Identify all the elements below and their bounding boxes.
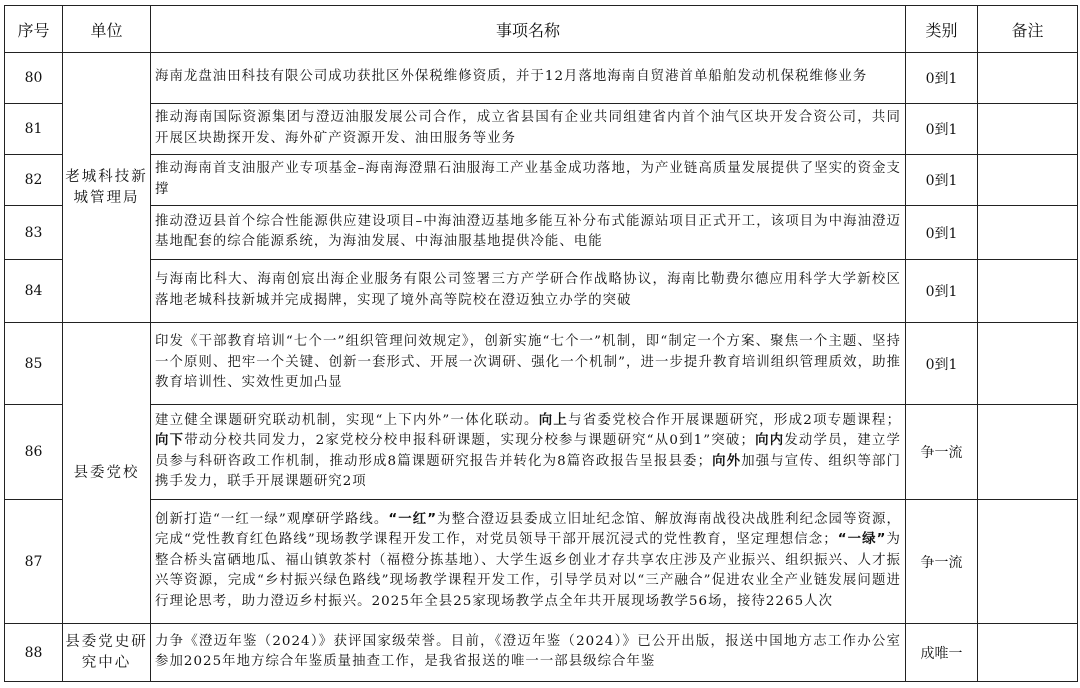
row-index: 80 — [5, 53, 63, 104]
header-unit: 单位 — [63, 6, 151, 53]
row-text: 推动海南国际资源集团与澄迈油服发展公司合作，成立省县国有企业共同组建省内首个油气区块开发合资公司，共同开展区块勘探开发、海外矿产资源开发、油田服务等业务 — [151, 104, 906, 155]
emphasis-text: 向内 — [754, 433, 785, 448]
row-remark — [978, 104, 1078, 155]
text-segment: 建立健全课题研究联动机制，实现“上下内外”一体化联动。 — [155, 412, 539, 428]
row-text: 与海南比科大、海南创宸出海企业服务有限公司签署三方产学研合作战略协议，海南比勒费尔德应用科学大学新校区落地老城科技新城并完成揭牌，实现了境外高等院校在澄迈独立办学的突破 — [151, 260, 906, 323]
row-text: 力争《澄迈年鉴（2024）》获评国家级荣誉。目前，《澄迈年鉴（2024）》已公开出版，报送中国地方志工作办公室参加2025年地方综合年鉴质量抽查工作，是我省报送的唯一一部县级综合年鉴 — [151, 624, 906, 682]
header-remark: 备注 — [978, 6, 1078, 53]
row-category: 0到1 — [906, 323, 978, 405]
text-segment: 为整合澄迈县委成立旧址纪念馆、解放海南战役决战胜利纪念园等资源，完成“党性教育红色路线”现场教学课程开发工作，对党员领导干部开展沉浸式的党性教育，坚定理想信念； — [155, 511, 901, 548]
row-category: 0到1 — [906, 206, 978, 260]
emphasis-text: “一绿” — [837, 532, 887, 548]
table-row — [5, 323, 1078, 405]
row-index: 85 — [5, 323, 63, 405]
row-index: 87 — [5, 500, 63, 624]
row-remark — [978, 155, 1078, 206]
table-row — [5, 206, 1078, 260]
table-row — [5, 104, 1078, 155]
text-segment: 与省委党校合作开展课题研究，形成2项专题课程； — [568, 412, 902, 428]
emphasis-text: 向外 — [712, 453, 742, 469]
table-row — [5, 500, 1078, 624]
text-segment: 发动学员，建立学员参与科研咨政工作机制，推动形成8篇课题研究报告并转化为8篇咨政报告呈报县委； — [155, 433, 901, 469]
row-index: 86 — [5, 405, 63, 500]
emphasis-text: 向上 — [538, 412, 569, 428]
header-category: 类别 — [906, 6, 978, 53]
row-category: 成唯一 — [906, 624, 978, 682]
text-segment: 创新打造“一红一绿”观摩研学路线。 — [155, 511, 389, 527]
row-category: 0到1 — [906, 104, 978, 155]
header-item: 事项名称 — [151, 6, 906, 53]
row-text: 印发《干部教育培训“七个一”组织管理问效规定》，创新实施“七个一”机制，即“制定一个方案、聚焦一个主题、坚持一个原则、把牢一个关键、创新一套形式、开展一次调研、强化一个机制”，进一步提升教育培训组织管理质效，助推教育培训性、实效性更加凸显 — [151, 323, 906, 405]
table-row — [5, 155, 1078, 206]
row-index: 82 — [5, 155, 63, 206]
items-table — [4, 5, 1078, 682]
emphasis-text: “一红” — [388, 511, 438, 527]
document-page — [4, 5, 1078, 682]
row-index: 88 — [5, 624, 63, 682]
row-remark — [978, 323, 1078, 405]
row-category: 0到1 — [906, 53, 978, 104]
unit-cell: 老城科技新城管理局 — [63, 53, 151, 323]
row-text: 推动澄迈县首个综合性能源供应建设项目–中海油澄迈基地多能互补分布式能源站项目正式开工，该项目为中海油澄迈基地配套的综合能源系统，为海油发展、中海油服基地提供冷能、电能 — [151, 206, 906, 260]
text-segment: 为整合桥头富硒地瓜、福山镇敦茶村（福橙分拣基地）、大学生返乡创业才存共享农庄涉及产业振兴、组织振兴、人才振兴等资源，完成“乡村振兴绿色路线”现场教学课程开发工作，引导学员对以“三产融合”促进农业全产业链发展问题进行理论思考，助力澄迈乡村振兴。2025年全县25家现场教学点全年共开展现场教学56场，接待2265人次 — [155, 532, 901, 609]
row-text — [151, 500, 906, 624]
row-remark — [978, 53, 1078, 104]
row-remark — [978, 260, 1078, 323]
row-index: 83 — [5, 206, 63, 260]
row-category: 0到1 — [906, 260, 978, 323]
table-row — [5, 260, 1078, 323]
header-index: 序号 — [5, 6, 63, 53]
row-index: 84 — [5, 260, 63, 323]
unit-cell: 县委党史研究中心 — [63, 624, 151, 682]
table-row — [5, 53, 1078, 104]
row-remark — [978, 500, 1078, 624]
row-remark — [978, 405, 1078, 500]
row-category: 0到1 — [906, 155, 978, 206]
text-segment: 带动分校共同发力，2家党校分校申报科研课题，实现分校参与课题研究“从0到1”突破； — [184, 433, 755, 448]
row-category: 争一流 — [906, 405, 978, 500]
row-text: 推动海南首支油服产业专项基金–海南海澄鼎石油服海工产业基金成功落地，为产业链高质量发展提供了坚实的资金支撑 — [151, 155, 906, 206]
table-row — [5, 405, 1078, 500]
text-segment: 加强与宣传、组织等部门携手发力，联手开展课题研究2项 — [155, 453, 901, 489]
emphasis-text: 向下 — [155, 433, 185, 448]
table-row — [5, 624, 1078, 682]
unit-cell: 县委党校 — [63, 323, 151, 624]
row-text: 海南龙盘油田科技有限公司成功获批区外保税维修资质，并于12月落地海南自贸港首单船舶发动机保税维修业务 — [151, 53, 906, 104]
row-remark — [978, 206, 1078, 260]
table-header-row — [5, 6, 1078, 53]
row-category: 争一流 — [906, 500, 978, 624]
row-remark — [978, 624, 1078, 682]
row-text — [151, 405, 906, 500]
row-index: 81 — [5, 104, 63, 155]
